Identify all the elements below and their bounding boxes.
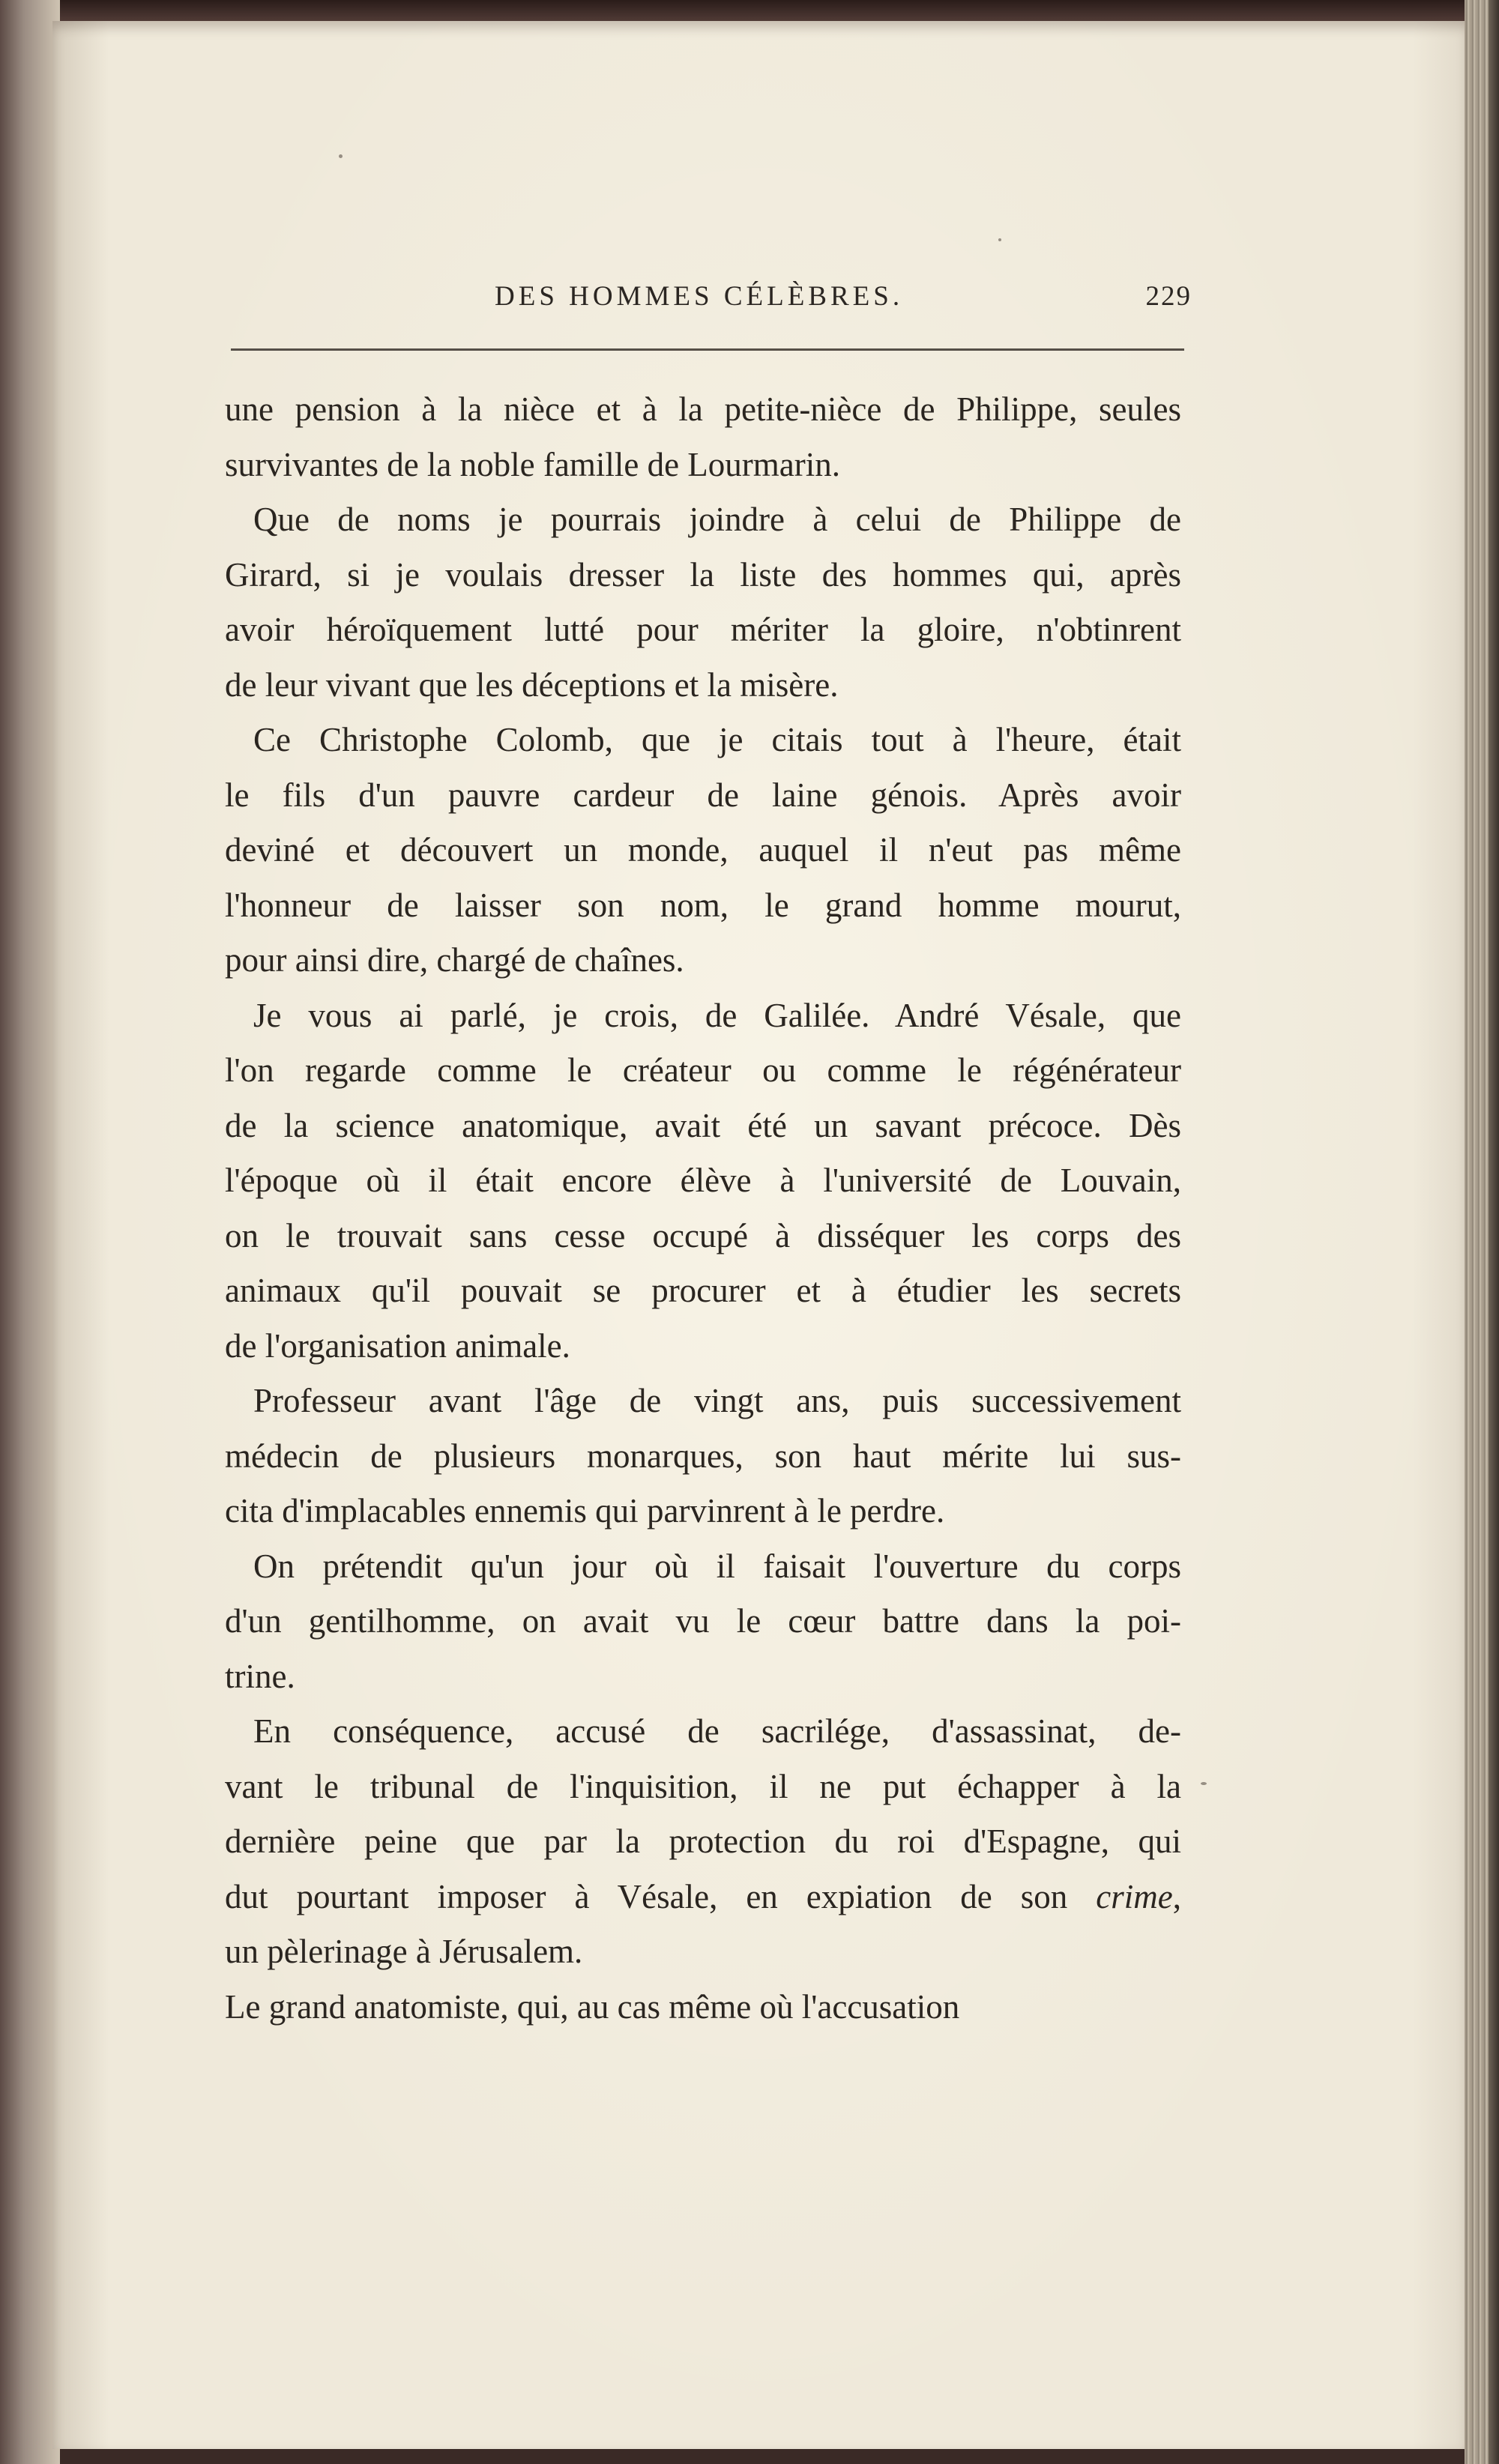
- text-line: vant le tribunal de l'inquisition, il ne put échapper à la: [225, 1767, 1181, 1805]
- text-line: On prétendit qu'un jour où il faisait l'ouverture du corps: [253, 1547, 1181, 1585]
- paper-speck: [998, 238, 1001, 241]
- italic-word: crime: [1096, 1877, 1173, 1915]
- book-binding-left: [0, 0, 60, 2464]
- text-line: Ce Christophe Colomb, que je citais tout à l'heure, était: [253, 721, 1181, 758]
- paper-speck: [339, 154, 343, 158]
- page-edges-shadow: [1489, 0, 1499, 2464]
- text-line: cita d'implacables ennemis qui parvinrent à le perdre.: [225, 1492, 945, 1530]
- text-line: Le grand anatomiste, qui, au cas même où l'accusation: [225, 1987, 960, 2026]
- body-text: [225, 382, 1181, 2035]
- text-line: Girard, si je voulais dresser la liste des hommes qui, après: [225, 555, 1181, 594]
- text-line: on le trouvait sans cesse occupé à disséquer les corps des: [225, 1216, 1181, 1254]
- running-header: [225, 274, 1192, 319]
- text-line: survivantes de la noble famille de Lourmarin.: [225, 445, 840, 483]
- text-line: Je vous ai parlé, je crois, de Galilée. André Vésale, que: [253, 996, 1181, 1034]
- text-line: de la science anatomique, avait été un savant précoce. Dès: [225, 1106, 1181, 1144]
- text-line: En conséquence, accusé de sacrilége, d'assassinat, de-: [253, 1712, 1181, 1750]
- text-segment: ,: [1172, 1877, 1181, 1915]
- text-line: l'honneur de laisser son nom, le grand homme mourut,: [225, 886, 1181, 924]
- text-segment: dut pourtant imposer à Vésale, en expiation de son: [225, 1877, 1068, 1915]
- header-rule: [231, 348, 1184, 351]
- text-line: d'un gentilhomme, on avait vu le cœur battre dans la poi-: [225, 1602, 1181, 1640]
- text-line: l'on regarde comme le créateur ou comme le régénérateur: [225, 1051, 1181, 1089]
- text-line: avoir héroïquement lutté pour mériter la gloire, n'obtinrent: [225, 611, 1181, 648]
- text-line-with-italic: [225, 1870, 1181, 1925]
- text-line: dernière peine que par la protection du roi d'Espagne, qui: [225, 1823, 1181, 1860]
- text-line: l'époque où il était encore élève à l'université de Louvain,: [225, 1162, 1181, 1199]
- text-line: pour ainsi dire, chargé de chaînes.: [225, 941, 684, 979]
- text-line: de l'organisation animale.: [225, 1326, 570, 1365]
- text-line: trine.: [225, 1657, 295, 1695]
- text-line: Que de noms je pourrais joindre à celui de Philippe de: [253, 501, 1181, 538]
- running-title: DES HOMMES CÉLÈBRES.: [495, 281, 904, 312]
- text-line: deviné et découvert un monde, auquel il n'eut pas même: [225, 831, 1181, 869]
- page-number: 229: [1145, 281, 1192, 312]
- text-line: une pension à la nièce et à la petite-nièce de Philippe, seules: [225, 390, 1181, 428]
- paper-speck: [1201, 1782, 1207, 1785]
- text-line: animaux qu'il pouvait se procurer et à étudier les secrets: [225, 1272, 1181, 1309]
- text-line: un pèlerinage à Jérusalem.: [225, 1933, 583, 1970]
- text-line: de leur vivant que les déceptions et la misère.: [225, 665, 839, 704]
- text-line: le fils d'un pauvre cardeur de laine génois. Après avoir: [225, 776, 1181, 814]
- text-line: médecin de plusieurs monarques, son haut mérite lui sus-: [225, 1437, 1181, 1475]
- text-line: Professeur avant l'âge de vingt ans, puis successivement: [253, 1382, 1181, 1419]
